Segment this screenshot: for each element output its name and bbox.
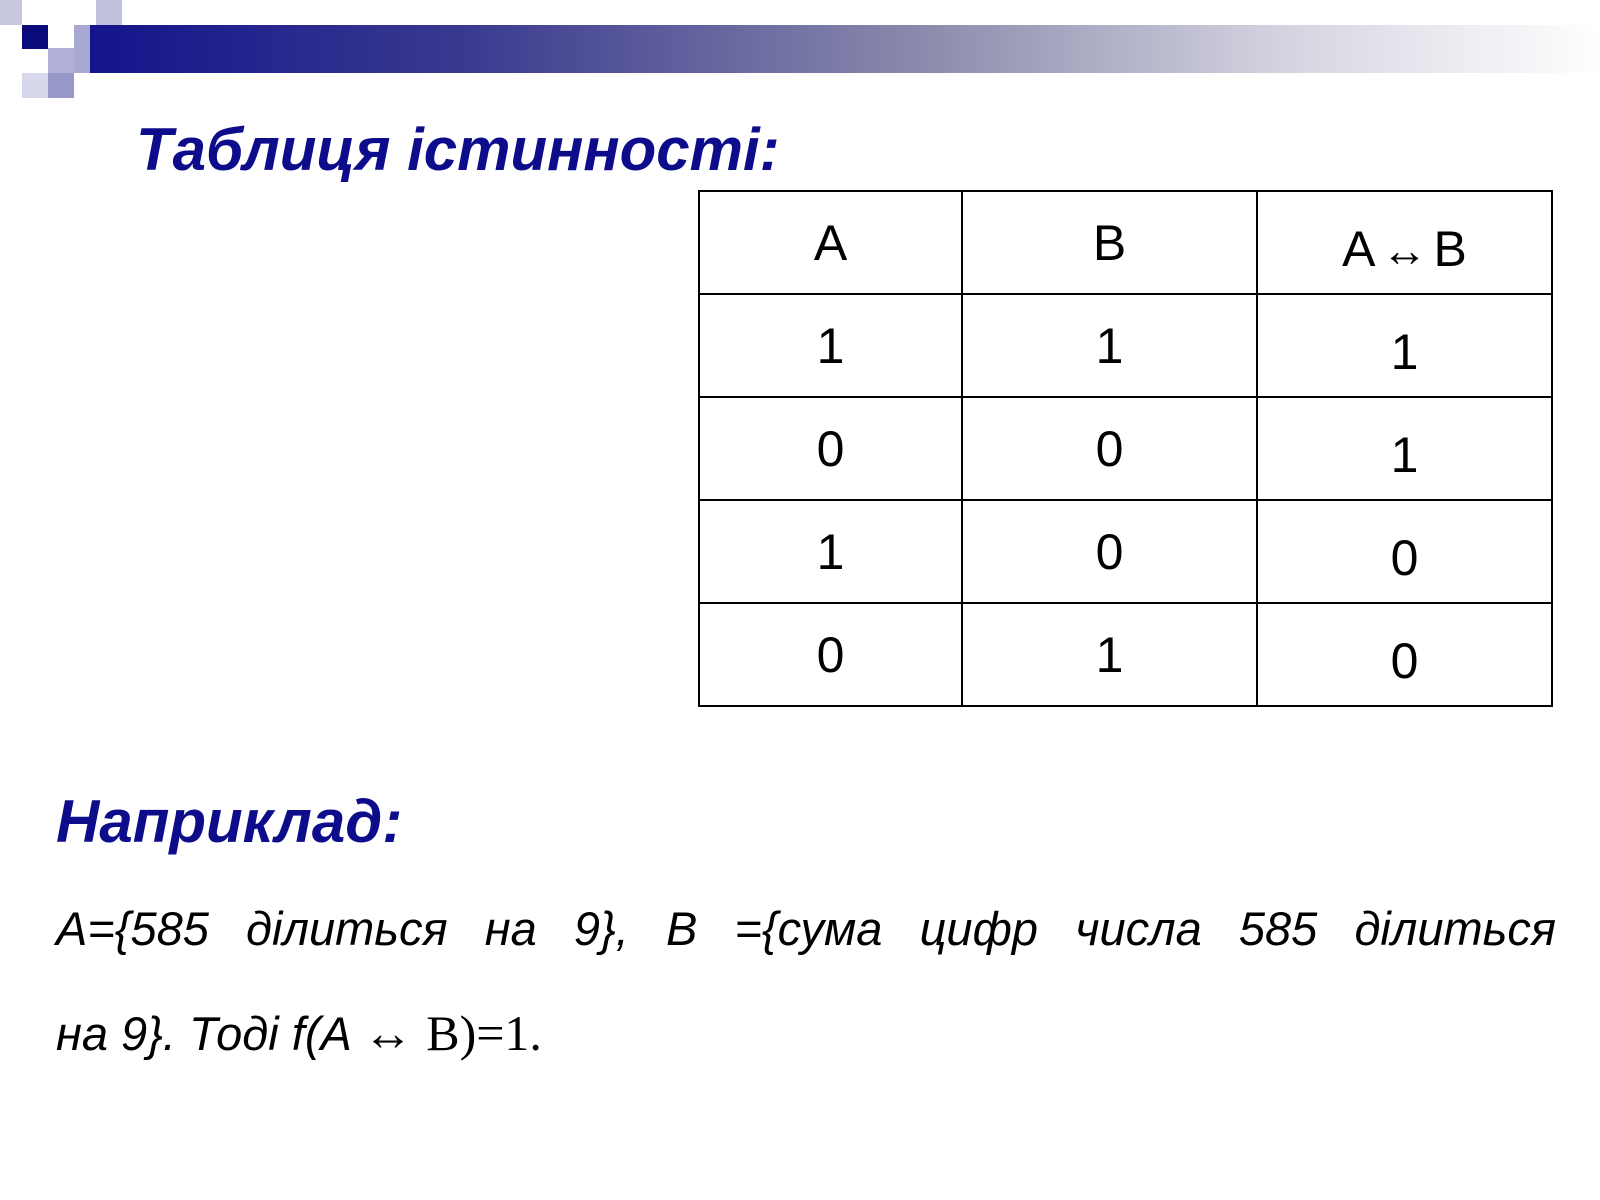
truth-table bbox=[698, 190, 1553, 707]
decor-square bbox=[22, 73, 48, 98]
table-row bbox=[699, 500, 1552, 603]
table-header-row bbox=[699, 191, 1552, 294]
decor-square bbox=[48, 48, 74, 73]
cell-a: 0 bbox=[699, 397, 962, 500]
header-result-left: A bbox=[1342, 221, 1376, 277]
header-result-right: B bbox=[1433, 221, 1467, 277]
cell-b: 1 bbox=[962, 294, 1257, 397]
table-row bbox=[699, 294, 1552, 397]
slide-title: Таблиця істинності: bbox=[136, 116, 780, 183]
example-heading: Наприклад: bbox=[56, 788, 403, 855]
cell-result: 0 bbox=[1257, 500, 1552, 603]
double-arrow-icon: ↔ bbox=[1381, 224, 1428, 276]
decor-square bbox=[0, 0, 22, 25]
example-line-1: A={585 ділиться на 9}, B ={сума цифр числа 585 ділиться bbox=[56, 902, 1556, 955]
cell-b: 0 bbox=[962, 397, 1257, 500]
double-arrow-icon: ↔ bbox=[363, 1005, 414, 1061]
decor-square bbox=[22, 25, 48, 49]
table-row bbox=[699, 397, 1552, 500]
example-line-2 bbox=[56, 1005, 542, 1061]
cell-result: 1 bbox=[1257, 397, 1552, 500]
header-b: B bbox=[962, 191, 1257, 294]
example-line-2-suffix: B)=1. bbox=[426, 1005, 542, 1061]
header-gradient-bar bbox=[90, 25, 1600, 73]
cell-b: 0 bbox=[962, 500, 1257, 603]
cell-b: 1 bbox=[962, 603, 1257, 706]
cell-result: 0 bbox=[1257, 603, 1552, 706]
header-equivalence bbox=[1257, 191, 1552, 294]
header-a: A bbox=[699, 191, 962, 294]
decor-square bbox=[96, 0, 122, 25]
cell-a: 1 bbox=[699, 294, 962, 397]
table-row bbox=[699, 603, 1552, 706]
cell-a: 1 bbox=[699, 500, 962, 603]
cell-a: 0 bbox=[699, 603, 962, 706]
cell-result: 1 bbox=[1257, 294, 1552, 397]
example-line-2-prefix: на 9}. Тоді f(A bbox=[56, 1007, 351, 1060]
decor-square bbox=[48, 73, 74, 98]
